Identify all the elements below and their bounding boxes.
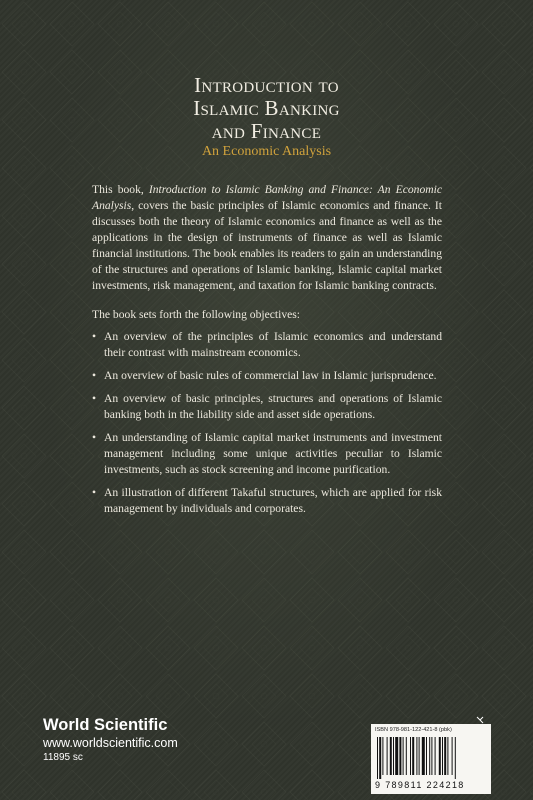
bullet-icon: •: [92, 330, 97, 343]
isbn-label: ISBN 978-981-122-421-8 (pbk): [375, 727, 452, 733]
objective-text: An overview of the principles of Islamic economics and understand their contrast with mainstream economics.: [104, 330, 442, 359]
objective-item: [92, 391, 442, 423]
bullet-icon: •: [92, 392, 97, 405]
barcode-icon: [377, 737, 485, 779]
publisher-info: [43, 716, 178, 765]
barcode-digits: 9 789811 224218: [375, 780, 465, 790]
title-block: [0, 74, 533, 160]
book-description: [92, 182, 442, 524]
objective-item: [92, 485, 442, 517]
book-title-line-1: Introduction to: [194, 73, 339, 97]
objective-text: An overview of basic principles, structures and operations of Islamic banking both in the liability side and asset side operations.: [104, 392, 442, 421]
bullet-icon: •: [92, 369, 97, 382]
objective-item: [92, 368, 442, 384]
corner-mark-icon: [476, 716, 484, 724]
catalog-code: 11895 sc: [43, 752, 83, 763]
book-title-line-3: and Finance: [211, 119, 322, 143]
lead-text: This book,: [92, 183, 149, 196]
objective-item: [92, 430, 442, 478]
objectives-list: [92, 329, 442, 517]
objective-text: An understanding of Islamic capital market instruments and investment management including some unique activities peculiar to Islamic investments, such as stock screening and income purification.: [104, 431, 442, 476]
lead-book-title: Introduction to Islamic Banking and Finance: An Economic Analysis: [92, 183, 442, 212]
publisher-url: www.worldscientific.com: [43, 736, 178, 750]
publisher-name: World Scientific: [43, 716, 168, 734]
objectives-intro: The book sets forth the following objectives:: [92, 308, 301, 321]
lead-continuation: , covers the basic principles of Islamic economics and finance. It discusses both the theory of Islamic economics and finance as well as the applications in the design of instruments of finance as well as Islamic financial institutions. The book enables its readers to gain an understanding of the structures and operations of Islamic banking, Islamic capital market investments, risk management, and taxation for Islamic banking contracts.: [92, 199, 442, 292]
description-paragraph: [92, 182, 442, 294]
objective-item: [92, 329, 442, 361]
bullet-icon: •: [92, 431, 97, 444]
book-subtitle: An Economic Analysis: [201, 144, 332, 159]
barcode-panel: [371, 724, 491, 794]
book-title-line-2: Islamic Banking: [193, 96, 340, 120]
objective-text: An illustration of different Takaful structures, which are applied for risk management by individuals and corporates.: [104, 486, 442, 515]
objective-text: An overview of basic rules of commercial law in Islamic jurisprudence.: [104, 369, 437, 382]
bullet-icon: •: [92, 486, 97, 499]
